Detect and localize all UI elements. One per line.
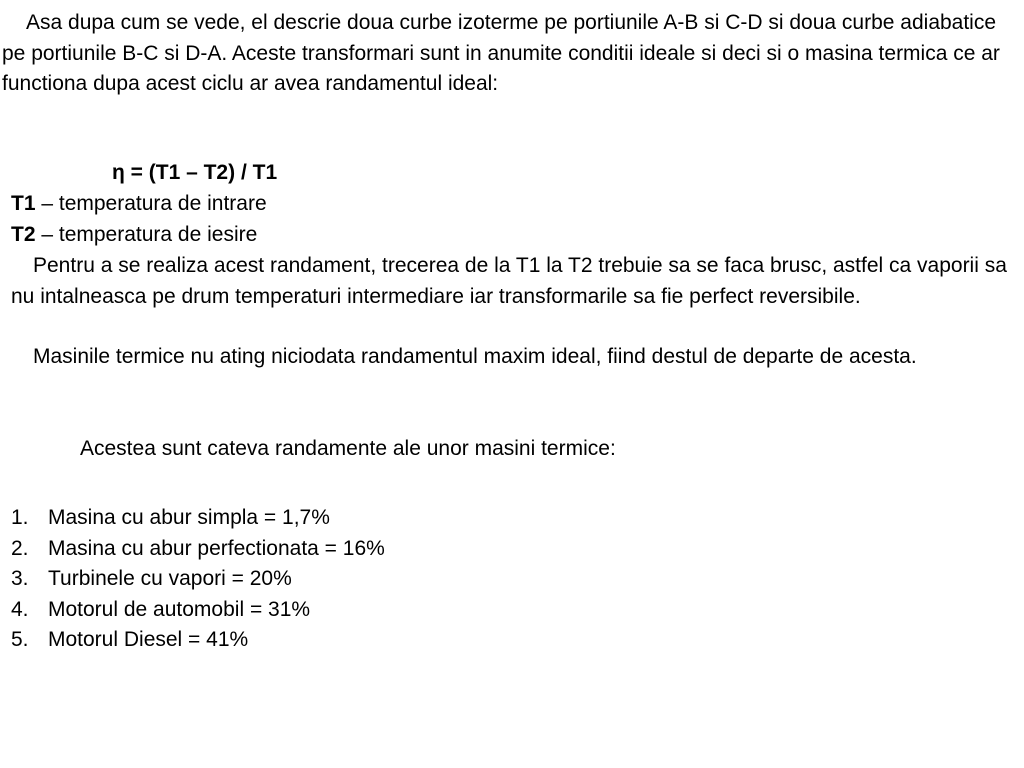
list-item <box>11 625 385 656</box>
list-number: 5. <box>11 628 29 651</box>
list-number: 1. <box>11 506 29 529</box>
definition-text: – temperatura de intrare <box>35 192 267 215</box>
list-number: 3. <box>11 567 29 590</box>
definition-text: – temperatura de iesire <box>35 222 258 246</box>
reversibility-paragraph: Pentru a se realiza acest randament, trecerea de la T1 la T2 trebuie sa se faca brusc, astfel ca vaporii sa nu intalneasca pe drum temperaturi intermediare iar transformarile sa fie perfect reversibile. <box>11 254 1007 308</box>
intro-paragraph: Asa dupa cum se vede, el descrie doua curbe izoterme pe portiunile A-B si C-D si doua curbe adiabatice pe portiunile B-C si D-A. Aceste transformari sunt in anumite conditii ideale si deci si o masina termica ce ar functiona dupa acest ciclu ar avea randamentul ideal: <box>2 11 1000 95</box>
list-number: 2. <box>11 536 29 560</box>
list-text: Motorul Diesel = 41% <box>48 628 249 651</box>
list-intro: Acestea sunt cateva randamente ale unor masini termice: <box>80 437 616 460</box>
definition-t2 <box>11 220 267 251</box>
definition-term: T2 <box>11 222 36 246</box>
list-text: Masina cu abur perfectionata = 16% <box>48 536 385 560</box>
list-text: Turbinele cu vapori = 20% <box>48 567 292 590</box>
list-item <box>11 595 385 626</box>
list-text: Masina cu abur simpla = 1,7% <box>48 506 330 529</box>
efficiency-note-paragraph: Masinile termice nu ating niciodata randamentul maxim ideal, fiind destul de departe de acesta. <box>33 345 917 368</box>
list-item <box>11 503 385 534</box>
list-item <box>11 564 385 595</box>
list-item <box>11 534 385 565</box>
definitions <box>11 189 267 250</box>
definition-term: T1 <box>11 192 36 215</box>
list-number: 4. <box>11 597 29 621</box>
efficiency-formula: η = (T1 – T2) / T1 <box>112 161 278 184</box>
efficiency-list <box>11 503 385 656</box>
list-text: Motorul de automobil = 31% <box>48 597 311 621</box>
definition-t1 <box>11 189 267 220</box>
